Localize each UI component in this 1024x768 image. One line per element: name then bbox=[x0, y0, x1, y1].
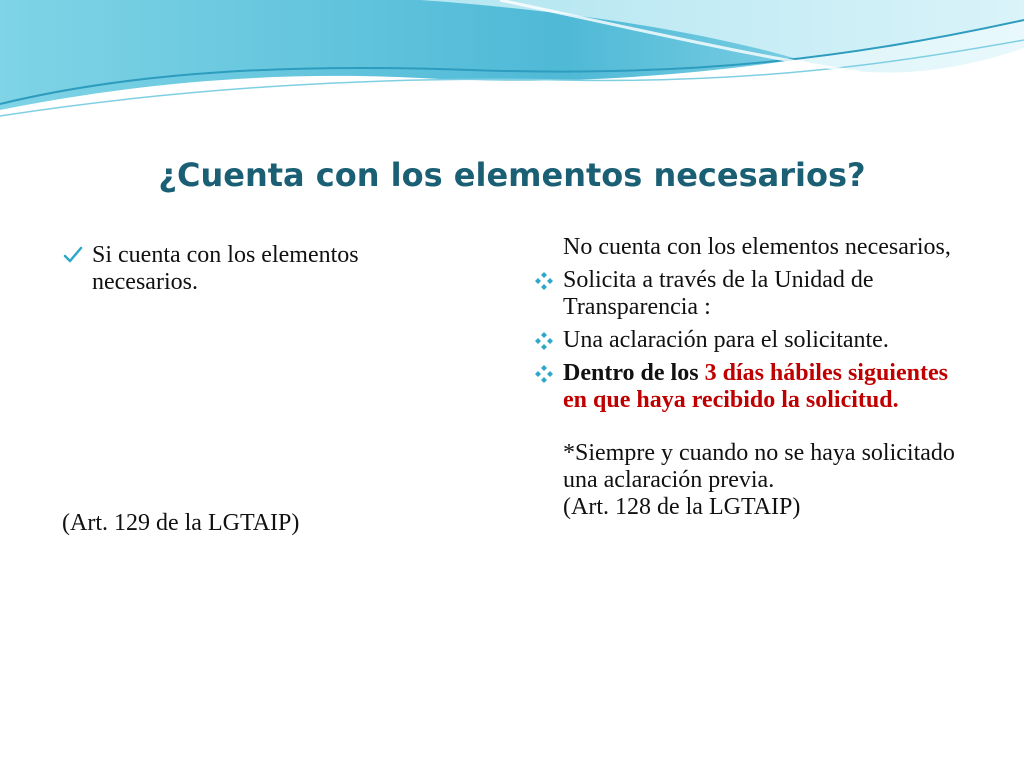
right-column bbox=[534, 234, 974, 521]
left-bullet bbox=[62, 242, 462, 296]
left-column bbox=[62, 242, 462, 296]
right-item-text: Una aclaración para el solicitante. bbox=[563, 327, 889, 353]
right-bullet-item bbox=[534, 327, 974, 354]
deadline-prefix: Dentro de los bbox=[563, 360, 705, 386]
right-intro: No cuenta con los elementos necesarios, bbox=[563, 234, 951, 260]
right-item-text: Solicita a través de la Unidad de Transparencia : bbox=[563, 267, 874, 320]
diamond-cluster-icon bbox=[534, 271, 554, 291]
right-bullet-item-deadline bbox=[534, 360, 974, 414]
diamond-cluster-icon bbox=[534, 331, 554, 351]
deadline-highlight: 3 días hábiles siguientes en que haya recibido la solicitud. bbox=[563, 360, 948, 413]
note-article-reference: (Art. 128 de la LGTAIP) bbox=[563, 494, 801, 520]
right-note bbox=[534, 440, 974, 521]
left-bullet-text: Si cuenta con los elementos necesarios. bbox=[92, 242, 359, 295]
header-wave-decoration bbox=[0, 0, 1024, 130]
slide-title: ¿Cuenta con los elementos necesarios? bbox=[158, 156, 866, 194]
note-line: *Siempre y cuando no se haya solicitado una aclaración previa. bbox=[563, 440, 955, 493]
check-icon bbox=[62, 244, 84, 266]
left-article-reference: (Art. 129 de la LGTAIP) bbox=[62, 510, 300, 536]
diamond-cluster-icon bbox=[534, 364, 554, 384]
right-bullet-item bbox=[534, 267, 974, 321]
